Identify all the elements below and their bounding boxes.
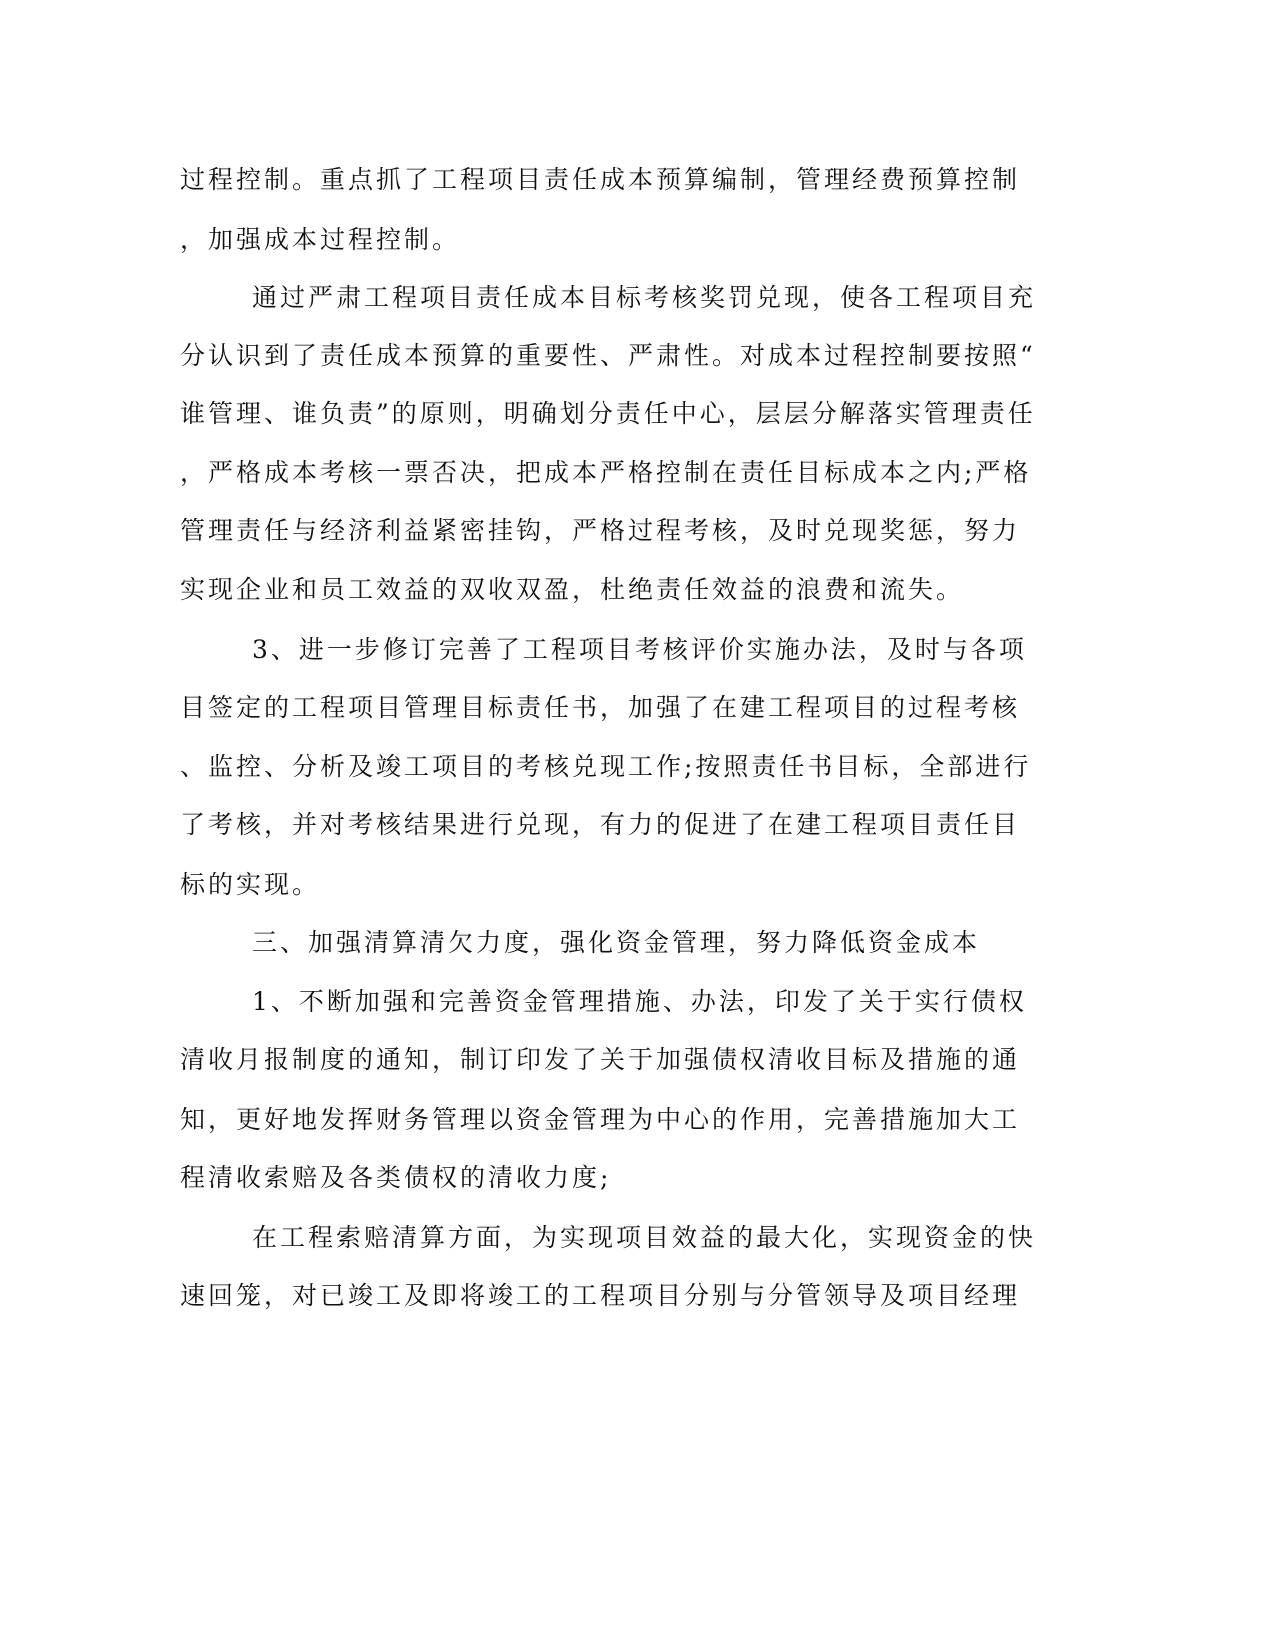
text-line: ，严格成本考核一票否决，把成本严格控制在责任目标成本之内;严格 (180, 458, 1032, 487)
text-line: 通过严肃工程项目责任成本目标考核奖罚兑现，使各工程项目充 (252, 283, 1037, 312)
text-line: ，加强成本过程控制。 (180, 225, 461, 254)
text-line: 在工程索赔清算方面，为实现项目效益的最大化，实现资金的快 (252, 1223, 1037, 1252)
text-line: 标的实现。 (180, 870, 321, 899)
section-heading: 三、加强清算清欠力度，强化资金管理，努力降低资金成本 (252, 928, 981, 957)
text-line: 实现企业和员工效益的双收双盈，杜绝责任效益的浪费和流失。 (180, 575, 965, 604)
text-line: 3、进一步修订完善了工程项目考核评价实施办法，及时与各项 (252, 635, 1027, 664)
text-line: 目签定的工程项目管理目标责任书，加强了在建工程项目的过程考核 (180, 693, 1021, 722)
text-line: 谁管理、谁负责”的原则，明确划分责任中心，层层分解落实管理责任 (180, 399, 1036, 428)
text-line: 分认识到了责任成本预算的重要性、严肃性。对成本过程控制要按照“ (180, 341, 1036, 370)
text-line: 过程控制。重点抓了工程项目责任成本预算编制，管理经费预算控制 (180, 165, 1021, 194)
text-line: 程清收索赔及各类债权的清收力度; (180, 1163, 612, 1192)
text-line: 速回笼，对已竣工及即将竣工的工程项目分别与分管领导及项目经理 (180, 1281, 1021, 1310)
text-line: 知，更好地发挥财务管理以资金管理为中心的作用，完善措施加大工 (180, 1105, 1021, 1134)
text-line: 、监控、分析及竣工项目的考核兑现工作;按照责任书目标，全部进行 (180, 752, 1032, 781)
text-line: 清收月报制度的通知，制订印发了关于加强债权清收目标及措施的通 (180, 1045, 1021, 1074)
text-line: 1、不断加强和完善资金管理措施、办法，印发了关于实行债权 (252, 987, 1027, 1016)
text-line: 管理责任与经济利益紧密挂钩，严格过程考核，及时兑现奖惩，努力 (180, 516, 1021, 545)
text-line: 了考核，并对考核结果进行兑现，有力的促进了在建工程项目责任目 (180, 810, 1021, 839)
